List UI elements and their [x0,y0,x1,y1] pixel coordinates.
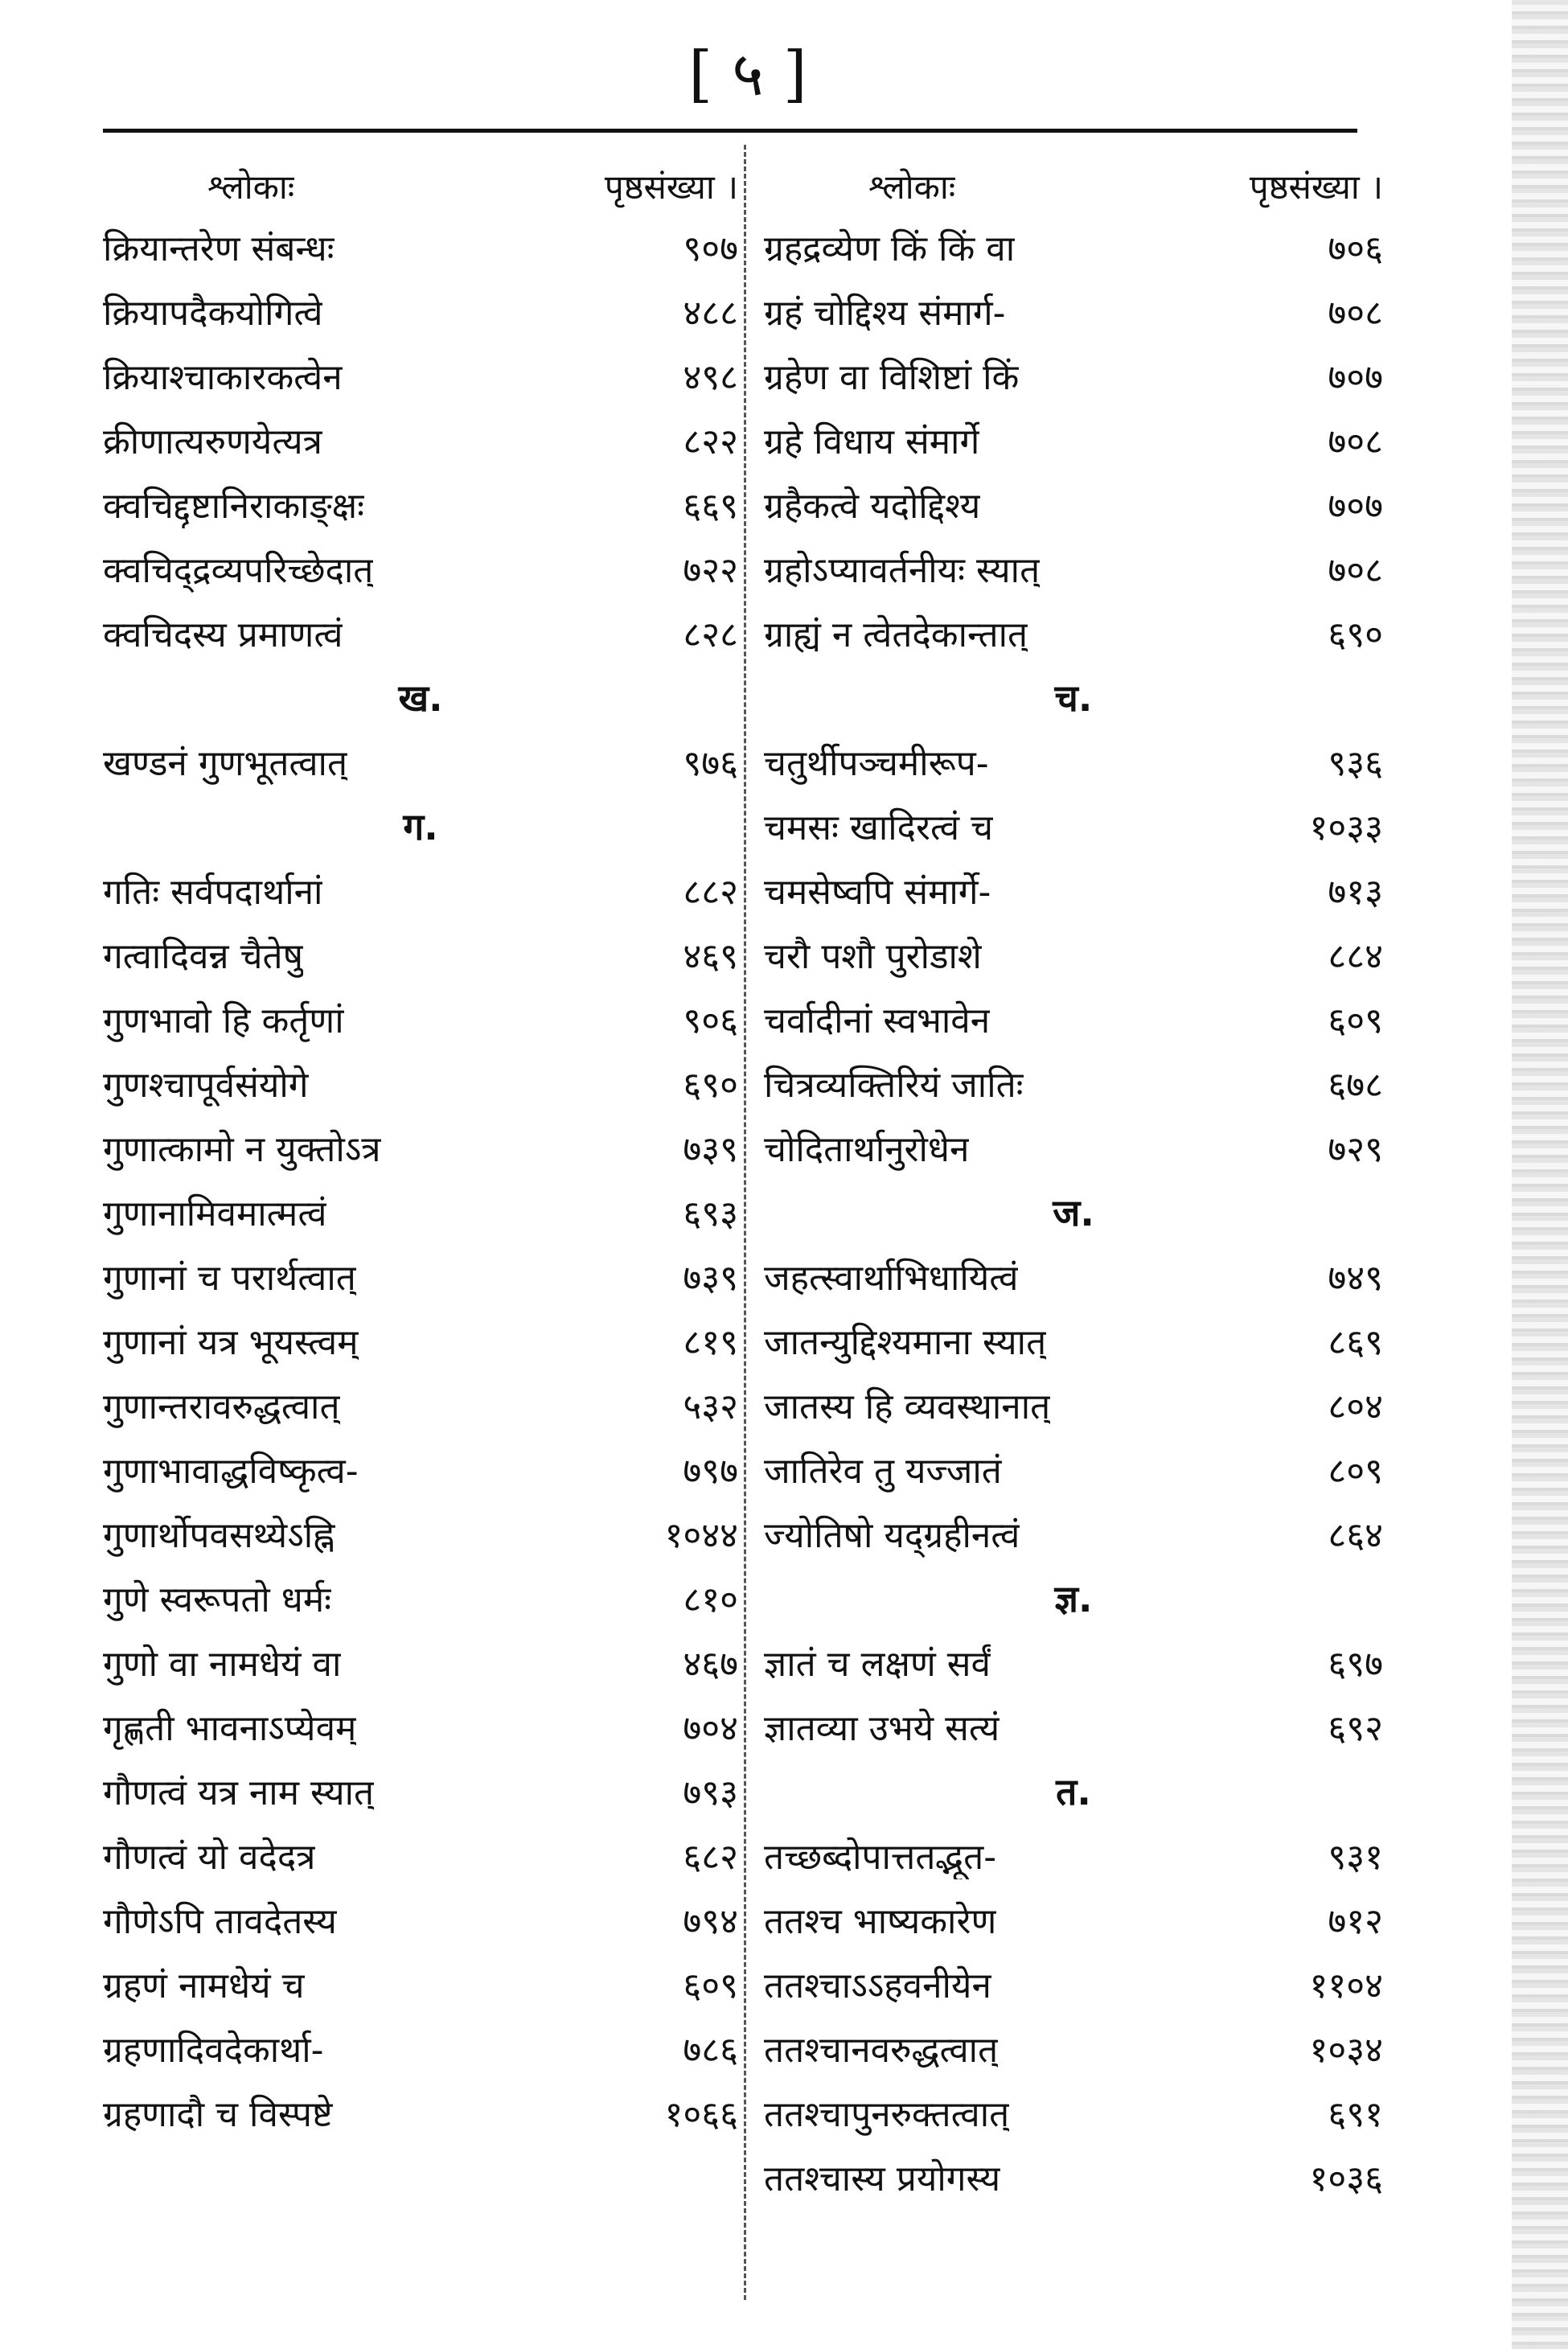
index-entry [764,472,1383,536]
page-ref: ७०७ [1328,357,1383,398]
page-ref: ७९३ [683,1772,738,1813]
index-entry [764,1308,1383,1373]
page-ref: ४६७ [683,1644,738,1685]
verse-text: जातिरेव तु यज्जातं [764,1451,1002,1492]
verse-text: चतुर्थीपञ्चमीरूप- [764,743,989,784]
verse-text: गृह्णती भावनाऽप्येवम् [103,1708,357,1749]
index-entry [103,1051,738,1115]
index-entry [103,1115,738,1180]
page-ref: ९०७ [683,228,738,269]
verse-text: गौणत्वं यत्र नाम स्यात् [103,1772,375,1813]
verse-text: क्वचिद्द्रव्यपरिच्छेदात् [103,550,374,591]
verse-text: गुणान्तरावरुद्धत्वात् [103,1386,340,1427]
index-entry [764,343,1383,408]
index-entry [764,1501,1383,1566]
page-ref: ६०९ [683,1965,738,2006]
index-entry [103,2080,738,2145]
verse-text: ततश्चाऽऽहवनीयेन [764,1965,991,2006]
page-ref: ७८६ [683,2030,738,2071]
verse-text: क्रियान्तरेण संबन्धः [103,228,335,269]
verse-text: ततश्चानवरुद्धत्वात् [764,2030,999,2071]
verse-text: ग्रहैकत्वे यदोद्दिश्य [764,486,981,527]
page-ref: ६९० [683,1065,738,1106]
index-entry [103,1373,738,1437]
verse-text: गुणानां यत्र भूयस्त्वम् [103,1322,359,1363]
index-entry [764,1244,1383,1308]
page-ref: ४९८ [683,357,738,398]
verse-text: ततश्चास्य प्रयोगस्य [764,2158,1001,2199]
index-entry [103,279,738,343]
index-entry [764,1373,1383,1437]
verse-text: ग्रहणादौ च विस्पष्टे [103,2094,333,2135]
page-ref: ७२९ [1328,1129,1383,1170]
page-ref: ७९७ [683,1451,738,1492]
verse-text: खण्डनं गुणभूतत्वात् [103,743,348,784]
page-ref: ६९० [1328,614,1383,655]
verse-text: गतिः सर्वपदार्थानां [103,872,323,913]
section-letter: ग. [403,805,438,848]
page-ref: ७०६ [1328,228,1383,269]
page-ref: ७०८ [1328,550,1383,591]
page-ref: ८०४ [1328,1386,1383,1427]
page-ref: ७३९ [683,1258,738,1299]
index-entry [764,2145,1383,2209]
column-header [764,157,1383,215]
page-ref: ८०९ [1328,1451,1383,1492]
index-entry [764,922,1383,987]
index-entry [103,601,738,665]
top-rule [103,129,1357,133]
page-ref: ६९२ [1328,1708,1383,1749]
verse-text: ग्रहोऽप्यावर्तनीयः स्यात् [764,550,1041,591]
verse-text: गुणश्चापूर्वसंयोगे [103,1065,309,1106]
index-entry [764,1051,1383,1115]
page-ref: ९३६ [1328,743,1383,784]
page-ref: ८१९ [683,1322,738,1363]
verse-text: ग्रहे विधाय संमार्गे [764,421,980,462]
page-ref: ६८२ [683,1837,738,1878]
page-ref: ६९३ [683,1193,738,1234]
index-entry [764,408,1383,472]
verse-text: गुणाभावाद्धविष्कृत्व- [103,1451,359,1492]
index-entry [103,2016,738,2080]
index-entry [103,1566,738,1630]
index-entry [764,279,1383,343]
section-letter: ज. [1053,1191,1094,1234]
index-entry [764,2016,1383,2080]
page-ref: ५३२ [683,1386,738,1427]
page-ref: ४६९ [683,936,738,977]
verse-text: क्वचिद्दृष्टानिराकाङ्क्षः [103,486,365,527]
verse-text: ज्ञातं च लक्षणं सर्वं [764,1644,991,1685]
verse-text: तच्छब्दोपात्ततद्भूत- [764,1837,997,1878]
index-entry [764,794,1383,858]
verse-text: चमसेष्वपि संमार्गे- [764,872,991,913]
verse-text: ग्राह्यं न त्वेतदेकान्तात् [764,614,1028,655]
verse-text: चरौ पशौ पुरोडाशे [764,936,982,977]
index-entry [764,601,1383,665]
verse-text: ग्रहणादिवदेकार्था- [103,2030,324,2071]
index-entry [103,1887,738,1952]
verse-text: क्रियापदैकयोगित्वे [103,293,323,334]
index-entry [103,343,738,408]
verse-text: गुणे स्वरूपतो धर्मः [103,1579,332,1620]
column-divider [744,145,746,2300]
verse-text: जातन्युद्दिश्यमाना स्यात् [764,1322,1047,1363]
page-ref: ७९४ [683,1901,738,1942]
verse-text: ग्रहं चोद्दिश्य संमार्ग- [764,293,1006,334]
verse-text: ततश्च भाष्यकारेण [764,1901,997,1942]
index-entry [764,858,1383,922]
index-entry [103,987,738,1051]
page-ref: ८२८ [683,614,738,655]
page-ref: ६९७ [1328,1644,1383,1685]
page-ref: ९३१ [1328,1837,1383,1878]
index-entry [103,1244,738,1308]
index-entry [103,1437,738,1501]
page-ref: ६०९ [1328,1000,1383,1041]
page-ref: ९०६ [683,1000,738,1041]
page-ref: ७४९ [1328,1258,1383,1299]
index-entry [764,1887,1383,1952]
index-column-right [764,157,1383,2209]
verse-text: ग्रहेण वा विशिष्टां किं [764,357,1020,398]
index-entry [103,922,738,987]
page-ref: ८८४ [1328,936,1383,977]
page-ref: १०३३ [1309,807,1383,848]
page-ref: ८१० [683,1579,738,1620]
index-entry [103,1501,738,1566]
verse-text: गुणानां च परार्थत्वात् [103,1258,356,1299]
page-ref: ६७८ [1328,1065,1383,1106]
section-letter: च. [1054,676,1093,720]
index-entry [103,408,738,472]
verse-text: ततश्चापुनरुक्तत्वात् [764,2094,1010,2135]
page-ref: ६९१ [1328,2094,1383,2135]
verse-text: ग्रहणं नामधेयं च [103,1965,305,2006]
verse-text: गुणार्थोपवसथ्येऽह्नि [103,1515,335,1556]
page-ref: ८८२ [683,872,738,913]
page-ref: ७१३ [1328,872,1383,913]
page-ref: ११०४ [1309,1965,1383,2006]
verse-text: जहत्स्वार्थाभिधायित्वं [764,1258,1019,1299]
page-ref: ८२२ [683,421,738,462]
verse-text: क्रीणात्यरुणयेत्यत्र [103,421,322,462]
index-entry [103,1823,738,1887]
verse-text: चर्वादीनां स्वभावेन [764,1000,991,1041]
page-ref: ७०४ [683,1708,738,1749]
page-ref: ९७६ [683,743,738,784]
index-entry [103,536,738,601]
section-letter: ख. [398,676,443,720]
header-verse-label: श्लोकाः [207,166,295,207]
index-entry [103,472,738,536]
index-entry [103,1759,738,1823]
index-column-left [103,157,738,2145]
page-ref: ७१२ [1328,1901,1383,1942]
index-entry [103,215,738,279]
verse-text: क्वचिदस्य प्रमाणत्वं [103,614,343,655]
page-ref: १०४४ [664,1515,738,1556]
index-entry [103,1180,738,1244]
verse-text: गुणानामिवमात्मत्वं [103,1193,327,1234]
verse-text: ज्योतिषो यद्ग्रहीनत्वं [764,1515,1020,1556]
verse-text: गौणत्वं यो वदेदत्र [103,1837,316,1878]
page-ref: ७०७ [1328,486,1383,527]
verse-text: ग्रहद्रव्येण किं किं वा [764,228,1016,269]
verse-text: गुणभावो हि कर्तृणां [103,1000,344,1041]
verse-text: गौणेऽपि तावदेतस्य [103,1901,337,1942]
verse-text: गुणो वा नामधेयं वा [103,1644,342,1685]
verse-text: गत्वादिवन्न चैतेषु [103,936,304,977]
verse-text: क्रियाश्चाकारकत्वेन [103,357,343,398]
page-ref: १०३४ [1309,2030,1383,2071]
page-number: [ ५ ] [688,38,807,109]
index-entry [103,1308,738,1373]
page-ref: ७२२ [683,550,738,591]
page-ref: १०६६ [664,2094,738,2135]
page-ref: ७३९ [683,1129,738,1170]
index-entry [764,1952,1383,2016]
index-entry [764,2080,1383,2145]
page-ref: ४८८ [683,293,738,334]
page-ref: ७०८ [1328,293,1383,334]
index-entry [764,729,1383,794]
section-letter: ज्ञ. [1054,1577,1093,1620]
verse-text: चमसः खादिरत्वं च [764,807,994,848]
header-verse-label: श्लोकाः [868,166,956,207]
index-entry [764,536,1383,601]
verse-text: गुणात्कामो न युक्तोऽत्र [103,1129,381,1170]
index-entry [764,1694,1383,1759]
page-ref: १०३६ [1309,2158,1383,2199]
index-entry [764,1630,1383,1694]
verse-text: चोदितार्थानुरोधेन [764,1129,970,1170]
index-entry [764,215,1383,279]
index-entry [103,729,738,794]
column-header [103,157,738,215]
page-ref: ८६४ [1328,1515,1383,1556]
index-entry [764,1823,1383,1887]
page-ref: ८६९ [1328,1322,1383,1363]
index-entry [103,1952,738,2016]
index-entry [764,987,1383,1051]
verse-text: चित्रव्यक्तिरियं जातिः [764,1065,1024,1106]
page-ref: ६६९ [683,486,738,527]
page-ref: ७०८ [1328,421,1383,462]
scanned-page-edge [1512,0,1568,2349]
section-letter: त. [1056,1770,1091,1813]
header-page-label: पृष्ठसंख्या । [604,166,738,207]
header-page-label: पृष्ठसंख्या । [1249,166,1383,207]
index-entry [764,1437,1383,1501]
index-entry [103,1694,738,1759]
index-entry [103,858,738,922]
index-entry [764,1115,1383,1180]
index-entry [103,1630,738,1694]
verse-text: जातस्य हि व्यवस्थानात् [764,1386,1051,1427]
verse-text: ज्ञातव्या उभये सत्यं [764,1708,1000,1749]
